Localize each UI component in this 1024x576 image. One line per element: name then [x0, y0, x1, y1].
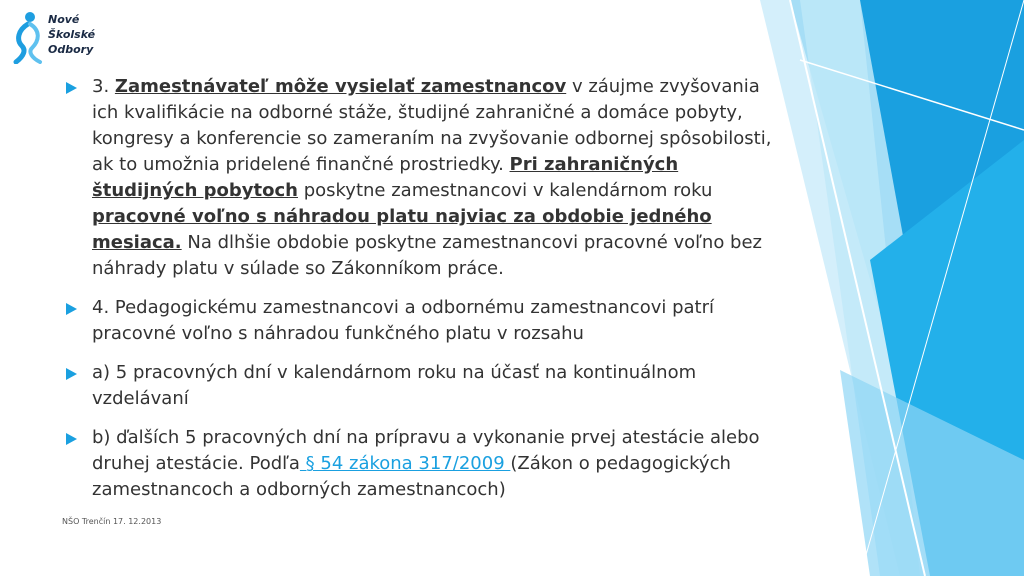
bullet-1-part-3: v záujme zvyšovania ich kvalifikácie na odborné stáže, študijné zahraničné a domáce pobyty, kongresy a konferencie so zameraním na zvyšovanie odbornej spôsobilosti, ak to umožnia pridelené finančné prostriedky. [92, 76, 772, 175]
bullet-1-part-2: Zamestnávateľ môže vysielať zamestnancov [114, 76, 567, 97]
footer-text: NŠO Trenčín 17. 12.2013 [62, 517, 162, 526]
bullet-4-part-2: (Zákon o pedagogických zamestnancoch a odborných zamestnancoch) [92, 453, 731, 500]
logo-line-2: Školské [48, 28, 96, 41]
bullet-1-part-4: Pri zahraničných študijných pobytoch [92, 154, 679, 201]
bullet-item-3 [62, 360, 780, 412]
slide-content [62, 74, 780, 516]
bullet-item-2 [62, 295, 780, 347]
ribbon-icon [10, 10, 44, 64]
bullet-3-text: a) 5 pracovných dní v kalendárnom roku na účasť na kontinuálnom vzdelávaní [92, 362, 697, 409]
bullet-1-part-5: poskytne zamestnancovi v kalendárnom roku [297, 180, 713, 201]
bullet-item-1 [62, 74, 780, 282]
bullet-arrow-icon [66, 303, 77, 315]
bullet-arrow-icon [66, 368, 77, 380]
bullet-4-part-1: b) ďalších 5 pracovných dní na prípravu a vykonanie prvej atestácie alebo druhej atestácie. Podľa [92, 427, 760, 474]
bullet-arrow-icon [66, 433, 77, 445]
logo-text [48, 12, 95, 57]
bullet-1-part-7: Na dlhšie obdobie poskytne zamestnancovi pracovné voľno bez náhrady platu v súlade so Zákonníkom práce. [92, 232, 762, 279]
bullet-1-part-6: pracovné voľno s náhradou platu najviac za obdobie jedného mesiaca. [92, 206, 712, 253]
bullet-arrow-icon [66, 82, 77, 94]
logo [10, 10, 120, 66]
logo-line-3: Odbory [48, 43, 94, 56]
bullet-item-4 [62, 425, 780, 503]
bullet-2-text: 4. Pedagogickému zamestnancovi a odbornému zamestnancovi patrí pracovné voľno s náhradou funkčného platu v rozsahu [92, 297, 715, 344]
bullet-1-part-1: 3. [92, 76, 115, 97]
logo-line-1: Nové [48, 13, 80, 26]
law-link[interactable]: § 54 zákona 317/2009 [299, 453, 511, 474]
